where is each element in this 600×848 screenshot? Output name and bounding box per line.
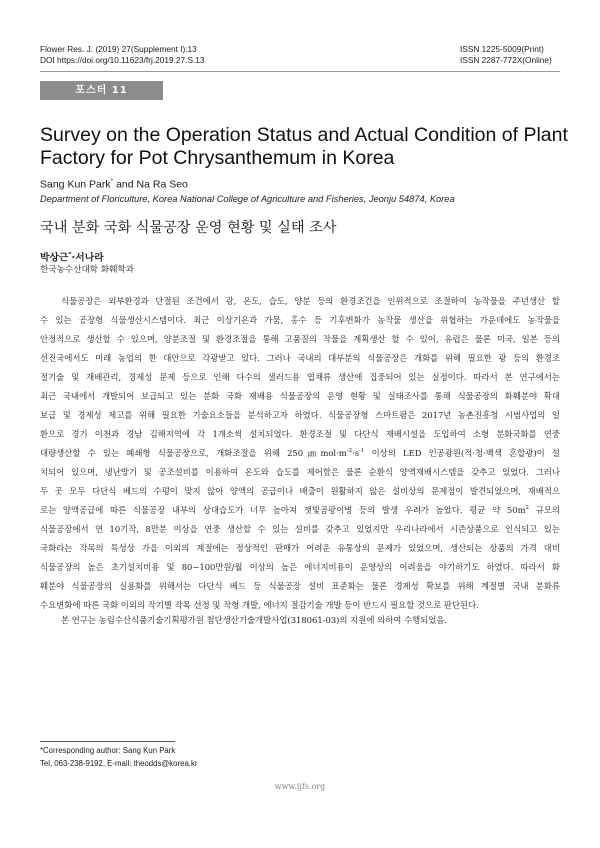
author-rest-ko: ·서나라 — [71, 252, 104, 264]
abstract-line: 치되어 있으며, 냉난방기 및 공조설비를 이용하여 온도와 습도를 제어함은 물론 순환식 양액재배시스템을 갖추고 있었다. 그러나 — [40, 467, 560, 477]
abstract-line: 안정적으로 생산할 수 있으며, 양분조절 및 환경조절을 통해 고품질의 작물을 계획생산 할 수 있어, 유럽은 물론 미국, 일본 등의 — [40, 334, 560, 344]
title-english-line-2: Factory for Pot Chrysanthemum in Korea — [40, 147, 395, 169]
section-tag: 포스터 11 — [40, 81, 163, 100]
abstract-line: 훼분야 식물공장의 실용화를 위해서는 다단식 베드 등 식물공장 설비 표준화는 물론 경제성 확보를 위해 계절별 국내 분화류 — [40, 581, 560, 591]
authors-english — [40, 175, 188, 192]
title-english-line-1: Survey on the Operation Status and Actual Condition of Plant — [40, 124, 568, 146]
footnote-corresponding-author: *Corresponding author: Sang Kun Park — [40, 746, 176, 755]
abstract-line: 수 있는 공장형 식물생산시스템이다. 최근 이상기온과 가뭄, 홍수 등 기후변화가 농작물 생산을 위협하는 가운데에도 농작물을 — [40, 315, 560, 325]
journal-website[interactable]: www.ijfs.org — [274, 782, 326, 791]
journal-header-left — [40, 44, 205, 66]
abstract-line: 식물공장에서 연 10기작, 8만분 이상을 연중 생산할 수 있는 설비를 갖추고 있었지만 우리나라에서 시즌상품으로 인식되고 있는 — [40, 524, 560, 534]
footnote-contact: Tel, 063-238-9192, E-mail: theodds@korea.kr — [40, 759, 198, 768]
author-first-en: Sang Kun Park — [40, 178, 111, 191]
footnote-divider — [40, 741, 175, 742]
author-rest-en: and Na Ra Seo — [113, 178, 188, 191]
abstract-line: 국화라는 작목의 특성상 가을 이외의 계절에는 정상적인 판매가 어려운 유통상의 문제가 있었으며, 생산되는 상품의 가격 대비 — [40, 543, 560, 553]
title-english — [40, 124, 570, 170]
author-first-ko: 박상근 — [40, 252, 69, 264]
corresponding-mark-ko: * — [68, 251, 72, 258]
affiliation-korean: 한국농수산대학 화훼학과 — [40, 265, 135, 275]
abstract-line: 보급 및 경제성 제고를 위해 필요한 기술요소들을 분석하고자 하였다. 식물공장형 스마트팜은 2017년 농촌진흥청 시범사업의 일 — [40, 410, 560, 420]
issn-online: ISSN 2287-772X(Online) — [460, 55, 552, 65]
affiliation-english: Department of Floriculture, Korea National College of Agriculture and Fisheries, Jeonju 54874, Korea — [40, 194, 455, 204]
acknowledgment: 본 연구는 농림수산식품기술기획평가원 첨단생산기술개발사업(318061-03)의 지원에 의하여 수행되었음. — [61, 615, 448, 625]
authors-korean — [40, 248, 104, 264]
doi-link[interactable]: DOI https://doi.org/10.11623/frj.2019.27.S.13 — [40, 55, 205, 65]
header-divider — [40, 71, 560, 72]
abstract-line: 선진국에서도 미래 농업의 한 대안으로 각광받고 있다. 그러나 국내의 대부분의 식물공장은 개화를 위해 필요한 광 등의 환경조 — [40, 353, 560, 363]
journal-citation: Flower Res. J. (2019) 27(Supplement I):13 — [40, 44, 197, 54]
corresponding-mark-en: * — [110, 178, 114, 185]
abstract-line: 절기술 및 재배관리, 경제성 문제 등으로 인해 다수의 샐러드용 엽채류 생산에 집중되어 있는 실정이다. 따라서 본 연구에서는 — [40, 372, 560, 382]
abstract-line: 두 곳 모두 다단식 베드의 수평이 맞지 않아 양액의 공급이나 배출이 원활하지 않은 설비상의 문제점이 발견되었으며, 재배적으 — [40, 486, 560, 496]
abstract-line: 식물공장은 외부환경과 단절된 조건에서 광, 온도, 습도, 양분 등의 환경조건을 인위적으로 조절하여 농작물을 주년생산 할 — [61, 296, 560, 306]
issn-print: ISSN 1225-5009(Print) — [460, 44, 544, 54]
abstract-line: 수요변화에 따른 국화 이외의 작기별 작목 선정 및 작형 개발, 에너지 절감기술 개발 등이 반드시 필요할 것으로 판단된다. — [40, 600, 479, 610]
abstract-line: 로는 양액공급에 따른 식물공장 내부의 상대습도가 너무 높아져 잿빛곰팡이병 등의 발생 우려가 높았다. 평균 약 $50m^2$ 규모의 — [40, 505, 560, 515]
abstract-line: 환으로 경기 이천과 경남 김해지역에 각 1개소씩 설치되었다. 환경조절 및 다단식 재배시설을 도입하여 소형 분화국화를 연중 — [40, 429, 560, 439]
journal-header-right — [460, 44, 552, 66]
title-korean: 국내 분화 국화 식물공장 운영 현황 및 실태 조사 — [40, 220, 337, 236]
abstract-line: 최근 국내에서 개발되어 보급되고 있는 분화 국화 재배용 식물공장의 운영 현황 및 실태조사를 통해 식물공장의 화훼분야 확대 — [40, 391, 560, 401]
abstract-line: 대량생산할 수 있는 폐쇄형 식물공장으로, 개화조절을 위해 $250㎛mol\cdot m^{-2}\cdot s^{-1}$ 이상의 LED 인공광원(적·청·백색 혼합광)이 설 — [40, 448, 560, 458]
abstract-line: 식물공장의 높은 초기설치비용 및 80~100만원/월 이상의 높은 에너지비용이 운영상의 어려움을 야기하기도 하였다. 따라서 화 — [40, 562, 560, 572]
